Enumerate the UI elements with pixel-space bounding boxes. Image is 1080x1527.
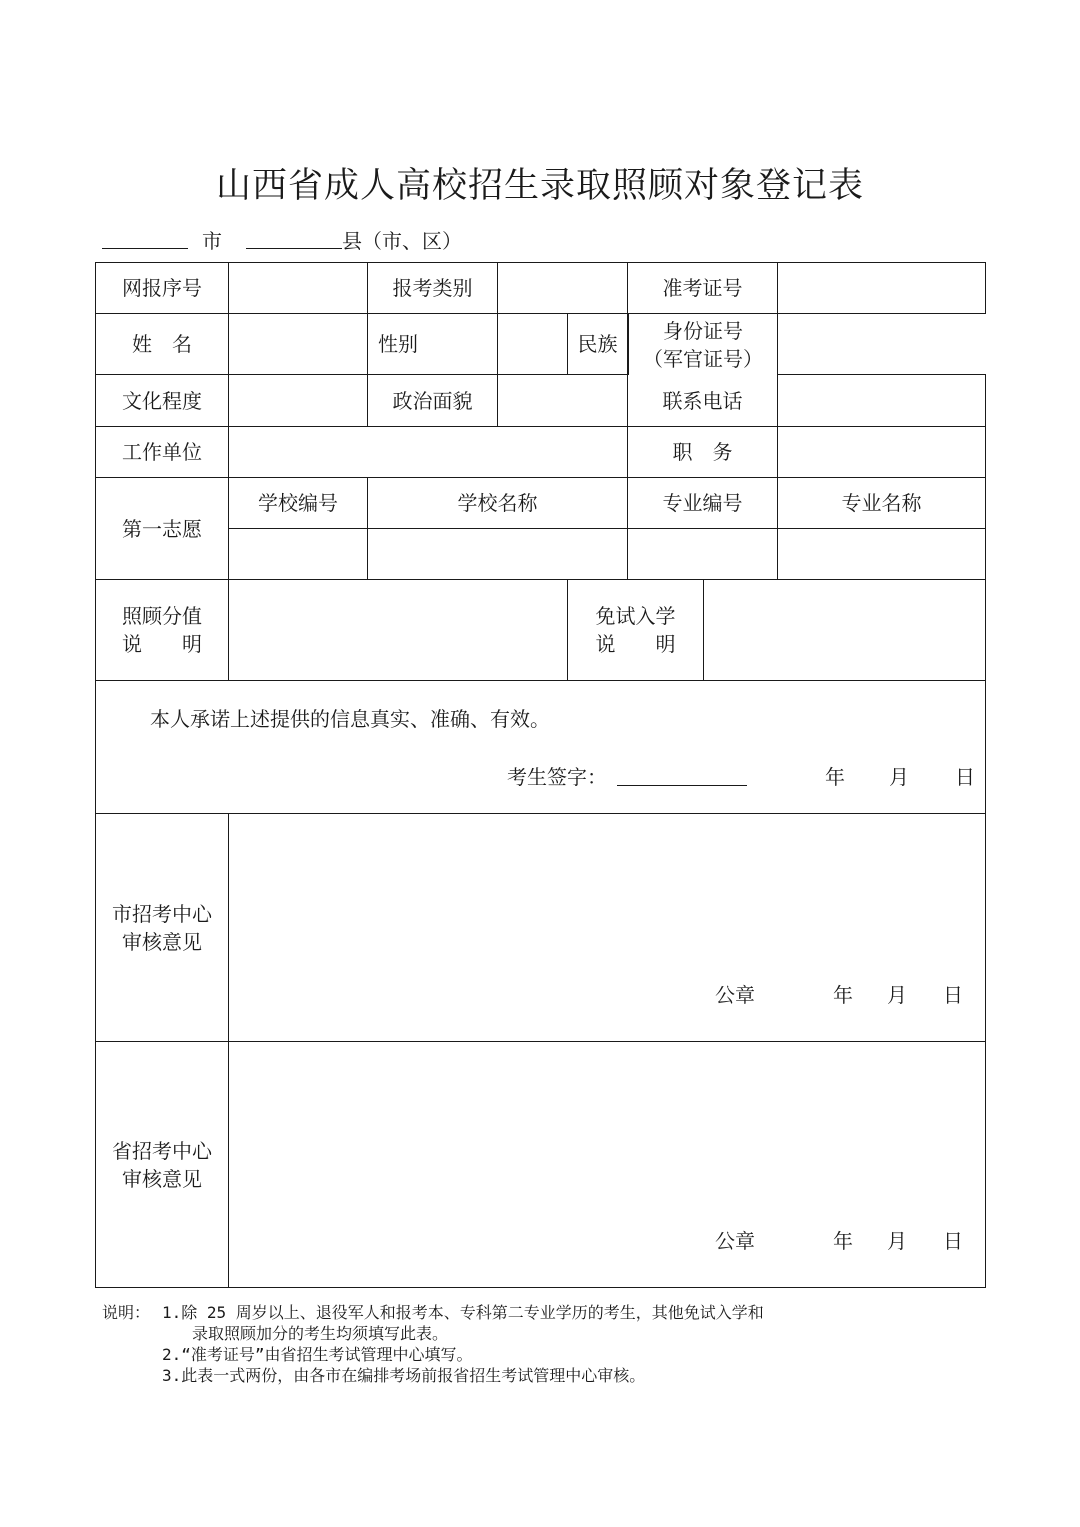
- prov-year: 年: [833, 1229, 853, 1253]
- label-care-points-line2: 说 明: [122, 632, 202, 656]
- prov-day: 日: [943, 1229, 963, 1253]
- signature-row: [507, 763, 985, 793]
- city-blank[interactable]: [102, 226, 188, 249]
- field-care-points[interactable]: [229, 580, 568, 681]
- header-school-name: 学校名称: [368, 478, 628, 529]
- field-online-serial[interactable]: [229, 263, 368, 314]
- field-gender[interactable]: [498, 314, 568, 375]
- prov-month: 月: [887, 1229, 907, 1253]
- signature-line[interactable]: [617, 785, 747, 786]
- prov-seal-row: [715, 1227, 985, 1257]
- city-seal-row: [715, 981, 985, 1011]
- registration-table: [95, 262, 986, 1288]
- label-name: 姓 名: [96, 314, 229, 375]
- note-item-1: [102, 1302, 982, 1323]
- field-major-name[interactable]: [778, 529, 986, 580]
- note-text-1: 1.除 25 周岁以上、退役军人和报考本、专科第二专业学历的考生，其他免试入学和: [162, 1303, 764, 1322]
- label-exam-category: 报考类别: [368, 263, 498, 314]
- city-suffix: 市: [202, 229, 222, 253]
- label-position: 职 务: [628, 427, 778, 478]
- county-blank[interactable]: [246, 226, 342, 249]
- header-school-code: 学校编号: [229, 478, 368, 529]
- notes-section: [102, 1302, 982, 1386]
- label-prov-review-line2: 审核意见: [122, 1166, 202, 1191]
- label-ethnicity: 民族: [568, 314, 628, 375]
- label-id-number-line2: （军官证号）: [643, 346, 763, 371]
- field-admission-ticket[interactable]: [778, 263, 986, 314]
- label-gender: 性别: [378, 332, 418, 356]
- note-text-3: 3.此表一式两份，由各市在编排考场前报省招生考试管理中心审核。: [162, 1366, 646, 1385]
- note-text-2: 2.“准考证号”由省招生考试管理中心填写。: [162, 1345, 473, 1364]
- field-phone[interactable]: [778, 375, 986, 427]
- field-exam-category[interactable]: [498, 263, 628, 314]
- note-item-2: [102, 1344, 982, 1365]
- label-phone: 联系电话: [628, 375, 778, 427]
- sign-year: 年: [825, 765, 845, 789]
- label-care-points-line1: 照顾分值: [122, 604, 202, 628]
- label-prov-review-line1: 省招考中心: [112, 1138, 212, 1163]
- header-major-name: 专业名称: [778, 478, 986, 529]
- promise-text: 本人承诺上述提供的信息真实、准确、有效。: [150, 707, 550, 731]
- city-year: 年: [833, 983, 853, 1007]
- signature-label: 考生签字：: [507, 765, 607, 789]
- note-item-3: [102, 1365, 982, 1386]
- label-first-choice: 第一志愿: [96, 478, 229, 580]
- label-education: 文化程度: [96, 375, 229, 427]
- label-admission-ticket: 准考证号: [628, 263, 778, 314]
- label-exempt-admission: [568, 580, 704, 681]
- field-school-name[interactable]: [368, 529, 628, 580]
- notes-label: 说明：: [102, 1303, 151, 1322]
- label-city-review-line1: 市招考中心: [112, 901, 212, 926]
- label-exempt-line1: 免试入学: [595, 604, 676, 628]
- form-title: 山西省成人高校招生录取照顾对象登记表: [215, 166, 864, 206]
- promise-section: [96, 681, 986, 814]
- sign-day: 日: [955, 765, 975, 789]
- label-online-serial: 网报序号: [96, 263, 229, 314]
- sign-month: 月: [889, 765, 909, 789]
- field-political-status[interactable]: [498, 375, 628, 427]
- prov-seal: 公章: [715, 1229, 755, 1253]
- field-major-code[interactable]: [628, 529, 778, 580]
- label-prov-review: [96, 1042, 229, 1288]
- label-exempt-line2: 说 明: [595, 632, 676, 656]
- header-major-code: 专业编号: [628, 478, 778, 529]
- label-care-points: [96, 580, 229, 681]
- label-political-status: 政治面貌: [368, 375, 498, 427]
- field-school-code[interactable]: [229, 529, 368, 580]
- field-employer[interactable]: [229, 427, 628, 478]
- county-suffix: 县（市、区）: [342, 229, 462, 253]
- label-gender-cell: [368, 314, 498, 375]
- field-position[interactable]: [778, 427, 986, 478]
- city-month: 月: [887, 983, 907, 1007]
- label-id-number: [628, 314, 778, 375]
- city-day: 日: [943, 983, 963, 1007]
- note-item-1-cont: [102, 1323, 982, 1344]
- city-seal: 公章: [715, 983, 755, 1007]
- region-line: [102, 226, 462, 256]
- field-prov-review[interactable]: [229, 1042, 986, 1288]
- field-city-review[interactable]: [229, 814, 986, 1042]
- label-city-review: [96, 814, 229, 1042]
- field-education[interactable]: [229, 375, 368, 427]
- label-employer: 工作单位: [96, 427, 229, 478]
- field-exempt-admission[interactable]: [704, 580, 986, 681]
- field-name[interactable]: [229, 314, 368, 375]
- label-id-number-line1: 身份证号: [663, 318, 743, 343]
- note-text-1-cont: 录取照顾加分的考生均须填写此表。: [192, 1324, 449, 1343]
- label-city-review-line2: 审核意见: [122, 929, 202, 954]
